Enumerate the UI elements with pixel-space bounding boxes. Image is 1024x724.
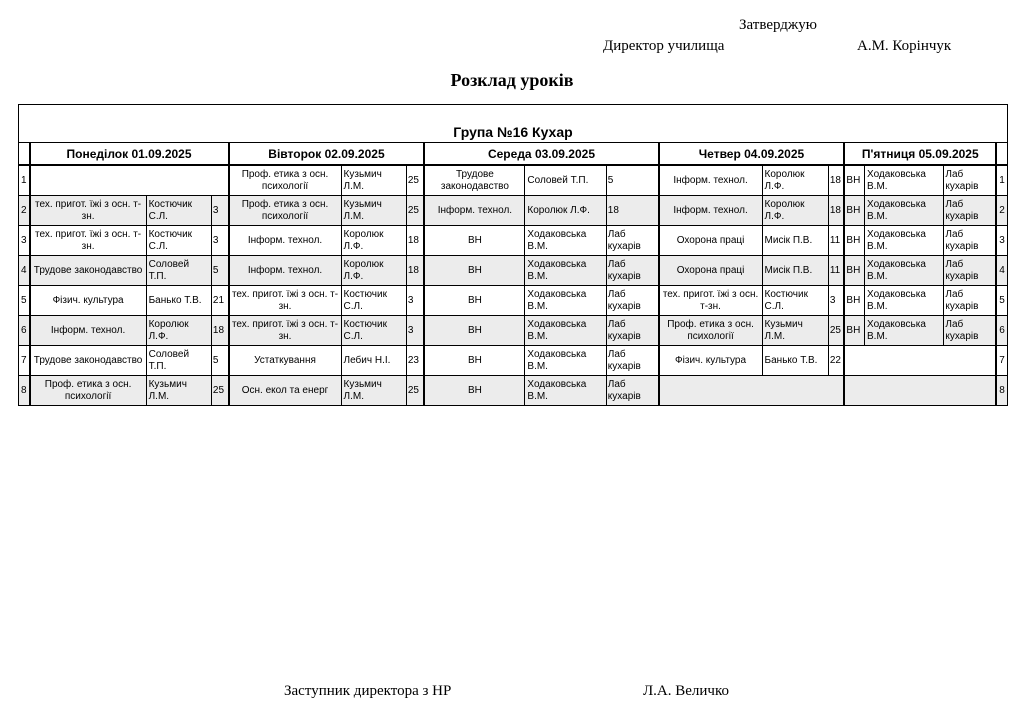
lesson-room: 18 [406,256,424,286]
lesson-subject: Фізич. культура [659,346,763,376]
lesson-room: Лаб кухарів [606,286,658,316]
lesson-room: 3 [211,226,228,256]
lesson-room: 18 [406,226,424,256]
lesson-number: 2 [19,196,30,226]
deputy-name: Л.А. Величко [643,683,730,699]
lesson-room: 3 [406,316,424,346]
lesson-teacher: Ходаковська В.М. [525,286,606,316]
lesson-teacher: Ходаковська В.М. [865,196,944,226]
lesson-room: 11 [828,256,844,286]
lesson-room: 25 [406,376,424,406]
lesson-number: 6 [19,316,30,346]
lesson-teacher: Соловей Т.П. [146,256,211,286]
lesson-subject: Трудове законодавство [30,256,147,286]
lesson-number-right: 8 [996,376,1007,406]
lesson-room: 3 [406,286,424,316]
lesson-room: 11 [828,226,844,256]
lesson-room: 18 [211,316,228,346]
director-position: Директор училища [603,38,725,54]
lesson-teacher: Ходаковська В.М. [525,226,606,256]
lesson-subject: ВН [424,256,524,286]
lesson-subject: Проф. етика з осн. психології [30,376,147,406]
lesson-number-right: 7 [996,346,1007,376]
day-header-row [19,143,1008,166]
lesson-room: 21 [211,286,228,316]
lesson-teacher: Ходаковська В.М. [865,316,944,346]
lesson-room: 3 [828,286,844,316]
deputy-position: Заступник директора з НР [284,683,452,699]
lesson-room: Лаб кухарів [606,316,658,346]
lesson-number-right: 1 [996,165,1007,196]
lesson-teacher: Банько Т.В. [146,286,211,316]
lesson-number-right: 4 [996,256,1007,286]
lesson-teacher: Мисік П.В. [762,226,828,256]
lesson-number: 1 [19,165,30,196]
empty-slot-thursday [659,376,845,406]
lesson-subject: Охорона праці [659,256,763,286]
lesson-subject: тех. пригот. їжі з осн. т-зн. [229,316,342,346]
lesson-room: Лаб кухарів [944,165,996,196]
lesson-teacher: Королюк Л.Ф. [762,196,828,226]
lesson-room: 5 [211,346,228,376]
lesson-room: 18 [606,196,658,226]
lesson-number-right: 3 [996,226,1007,256]
lesson-room: 18 [828,196,844,226]
lesson-subject: Проф. етика з осн. психології [229,165,342,196]
lesson-subject: Інформ. технол. [229,226,342,256]
lesson-room: 23 [406,346,424,376]
empty-slot-friday [844,376,996,406]
lesson-room: Лаб кухарів [944,226,996,256]
lesson-teacher: Костючик С.Л. [762,286,828,316]
lesson-room: Лаб кухарів [944,286,996,316]
lesson-room: 3 [211,196,228,226]
lesson-teacher: Соловей Т.П. [146,346,211,376]
lesson-teacher: Кузьмич Л.М. [762,316,828,346]
lesson-teacher: Лебич Н.І. [341,346,406,376]
lesson-room: 5 [211,256,228,286]
table-row [19,286,1008,316]
lesson-room: 25 [828,316,844,346]
table-row [19,376,1008,406]
lesson-subject: Проф. етика з осн. психології [659,316,763,346]
lesson-teacher: Кузьмич Л.М. [341,196,406,226]
lesson-subject: Трудове законодавство [30,346,147,376]
lesson-room: Лаб кухарів [606,346,658,376]
lesson-teacher: Ходаковська В.М. [525,256,606,286]
lesson-room: Лаб кухарів [606,256,658,286]
lesson-number: 4 [19,256,30,286]
schedule-table [18,104,1008,406]
lesson-subject: ВН [844,196,864,226]
lesson-teacher: Мисік П.В. [762,256,828,286]
lesson-teacher: Королюк Л.Ф. [341,256,406,286]
lesson-teacher: Ходаковська В.М. [525,376,606,406]
lesson-teacher: Ходаковська В.М. [525,316,606,346]
lesson-teacher: Королюк Л.Ф. [762,165,828,196]
day-header-friday: П'ятниця 05.09.2025 [844,143,996,166]
lesson-teacher: Ходаковська В.М. [525,346,606,376]
lesson-number-right: 6 [996,316,1007,346]
lesson-room: 18 [828,165,844,196]
table-row [19,316,1008,346]
table-row [19,226,1008,256]
day-header-tuesday: Вівторок 02.09.2025 [229,143,425,166]
group-row [19,122,1008,143]
lesson-teacher: Костючик С.Л. [341,316,406,346]
lesson-teacher: Ходаковська В.М. [865,256,944,286]
lesson-subject: Інформ. технол. [30,316,147,346]
table-row [19,346,1008,376]
lesson-subject: Інформ. технол. [659,196,763,226]
lesson-room: Лаб кухарів [606,226,658,256]
lesson-teacher: Королюк Л.Ф. [146,316,211,346]
lesson-subject: ВН [844,226,864,256]
document-title: Розклад уроків [450,70,574,90]
director-name: А.М. Корінчук [857,38,952,54]
lesson-room: 5 [606,165,658,196]
lesson-teacher: Кузьмич Л.М. [146,376,211,406]
lesson-subject: ВН [424,376,524,406]
table-row [19,256,1008,286]
lesson-subject: ВН [844,316,864,346]
lesson-number: 8 [19,376,30,406]
table-row [19,196,1008,226]
lesson-subject: ВН [424,226,524,256]
lesson-subject: тех. пригот. їжі з осн. т-зн. [659,286,763,316]
empty-slot-friday [844,346,996,376]
lesson-room: Лаб кухарів [944,256,996,286]
lesson-teacher: Кузьмич Л.М. [341,165,406,196]
lesson-teacher: Соловей Т.П. [525,165,606,196]
lesson-number-right: 5 [996,286,1007,316]
lesson-room: 22 [828,346,844,376]
lesson-teacher: Королюк Л.Ф. [341,226,406,256]
lesson-subject: ВН [844,165,864,196]
lesson-room: 25 [406,165,424,196]
lesson-teacher: Банько Т.В. [762,346,828,376]
lesson-subject: Устаткування [229,346,342,376]
day-header-wednesday: Середа 03.09.2025 [424,143,658,166]
approve-label: Затверджую [739,17,817,33]
lesson-room: Лаб кухарів [606,376,658,406]
day-header-monday: Понеділок 01.09.2025 [30,143,229,166]
lesson-number: 5 [19,286,30,316]
lesson-subject: тех. пригот. їжі з осн. т-зн. [229,286,342,316]
lesson-teacher: Ходаковська В.М. [865,286,944,316]
lesson-subject: Фізич. культура [30,286,147,316]
table-top-row [19,105,1008,123]
lesson-subject: ВН [844,286,864,316]
lesson-subject: ВН [424,346,524,376]
lesson-room: 25 [406,196,424,226]
header-corner-left [19,143,30,166]
lesson-teacher: Королюк Л.Ф. [525,196,606,226]
lesson-teacher: Костючик С.Л. [341,286,406,316]
lesson-teacher: Ходаковська В.М. [865,165,944,196]
lesson-room: 25 [211,376,228,406]
lesson-subject: Інформ. технол. [659,165,763,196]
empty-slot-monday [30,165,229,196]
lesson-subject: ВН [424,286,524,316]
lesson-number: 3 [19,226,30,256]
lesson-subject: ВН [844,256,864,286]
lesson-subject: Трудове законодавство [424,165,524,196]
lesson-subject: тех. пригот. їжі з осн. т-зн. [30,226,147,256]
group-title: Група №16 Кухар [19,122,1008,143]
lesson-teacher: Ходаковська В.М. [865,226,944,256]
lesson-subject: Проф. етика з осн. психології [229,196,342,226]
lesson-room: Лаб кухарів [944,196,996,226]
day-header-thursday: Четвер 04.09.2025 [659,143,845,166]
lesson-teacher: Костючик С.Л. [146,226,211,256]
header-corner-right [996,143,1007,166]
lesson-subject: Осн. екол та енерг [229,376,342,406]
lesson-subject: Інформ. технол. [424,196,524,226]
lesson-subject: тех. пригот. їжі з осн. т-зн. [30,196,147,226]
lesson-subject: Інформ. технол. [229,256,342,286]
lesson-subject: ВН [424,316,524,346]
lesson-number: 7 [19,346,30,376]
lesson-number-right: 2 [996,196,1007,226]
lesson-room: Лаб кухарів [944,316,996,346]
lesson-teacher: Костючик С.Л. [146,196,211,226]
lesson-teacher: Кузьмич Л.М. [341,376,406,406]
lesson-subject: Охорона праці [659,226,763,256]
table-row [19,165,1008,196]
